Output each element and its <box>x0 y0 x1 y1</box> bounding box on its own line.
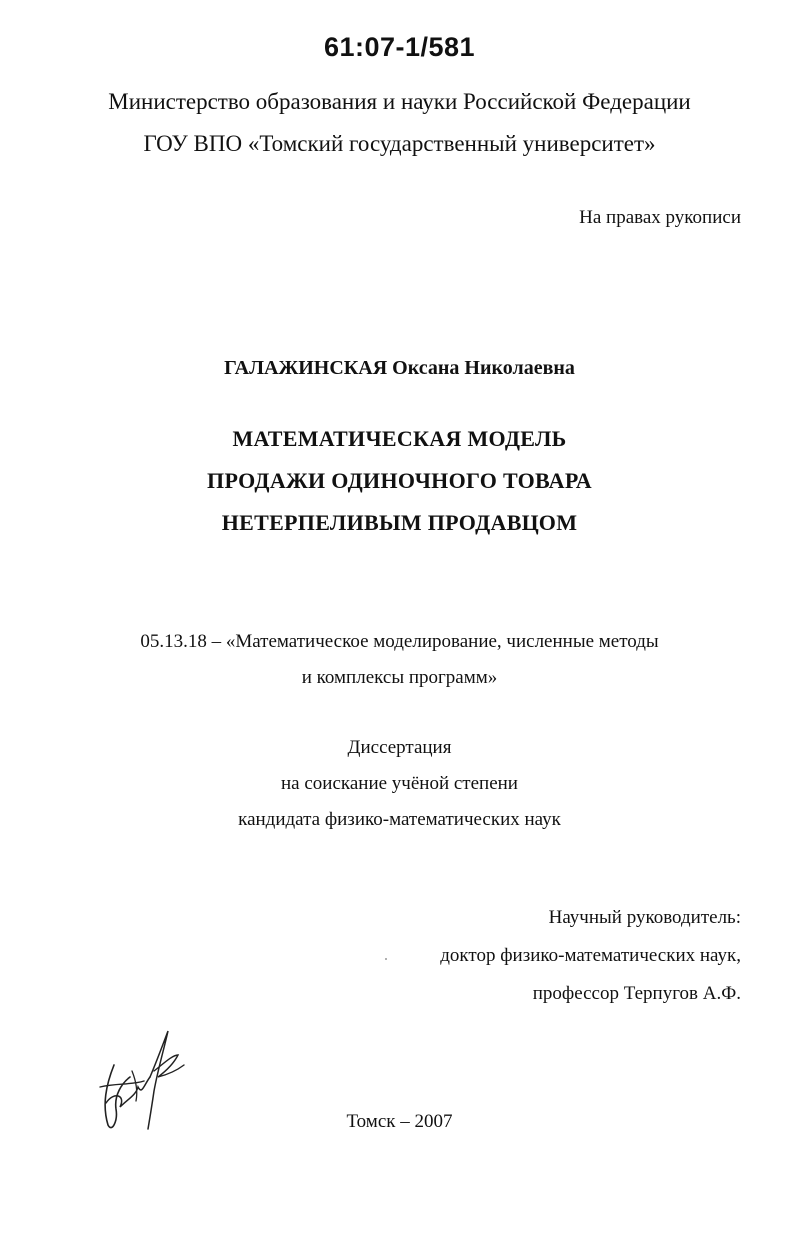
dissertation-line-1: Диссертация <box>347 737 452 758</box>
catalog-number: 61:07-1/581 <box>323 32 476 62</box>
title-line-1: МАТЕМАТИЧЕСКАЯ МОДЕЛЬ <box>232 426 567 451</box>
place-and-year: Томск – 2007 <box>346 1111 453 1132</box>
supervisor-name: профессор Терпугов А.Ф. <box>532 983 741 1004</box>
supervisor-label: Научный руководитель: <box>548 907 741 928</box>
specialty-line-2: и комплексы программ» <box>301 667 498 688</box>
author-name: ГАЛАЖИНСКАЯ Оксана Николаевна <box>224 357 575 379</box>
university-name: ГОУ ВПО «Томский государственный университет» <box>143 131 656 156</box>
title-line-3: НЕТЕРПЕЛИВЫМ ПРОДАВЦОМ <box>221 510 578 535</box>
ministry-name: Министерство образования и науки Российской Федерации <box>108 89 691 114</box>
scan-speck <box>385 958 387 960</box>
rights-note: На правах рукописи <box>579 207 741 228</box>
title-line-2: ПРОДАЖИ ОДИНОЧНОГО ТОВАРА <box>207 468 592 493</box>
dissertation-line-3: кандидата физико-математических наук <box>238 809 561 830</box>
supervisor-degree: доктор физико-математических наук, <box>440 945 741 966</box>
dissertation-line-2: на соискание учёной степени <box>281 773 518 794</box>
specialty-line-1: 05.13.18 – «Математическое моделирование, численные методы <box>140 631 659 652</box>
